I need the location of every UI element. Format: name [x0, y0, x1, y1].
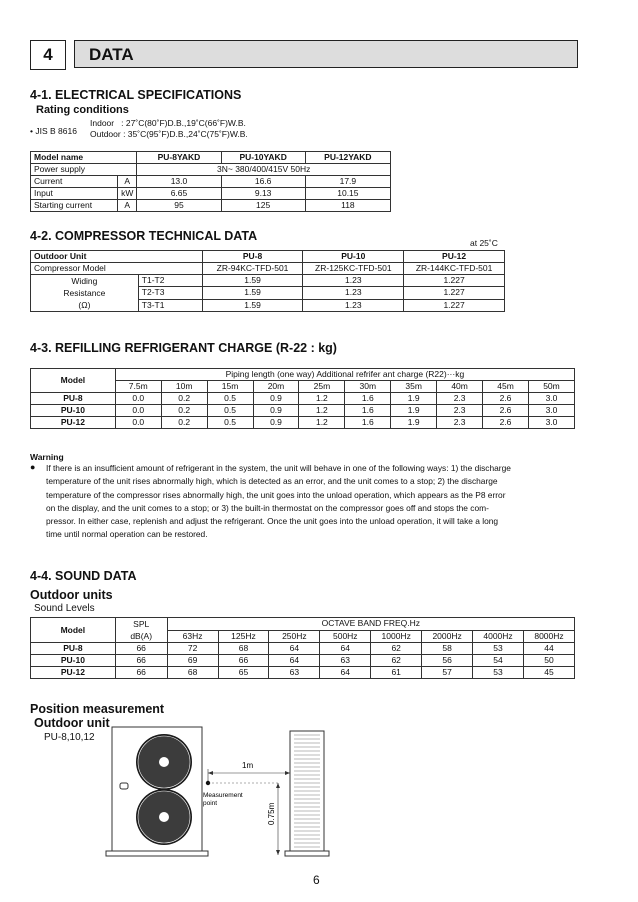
cell: 1.227 — [404, 287, 505, 299]
table-row — [31, 393, 575, 405]
sound-levels-label: Sound Levels — [34, 603, 95, 614]
freq-header: 2000Hz — [422, 630, 473, 643]
row-label: PU-10 — [31, 655, 116, 667]
unit: A — [118, 200, 137, 212]
cell: 10.15 — [305, 188, 390, 200]
cell: 1.227 — [404, 299, 505, 311]
cell: 0.5 — [207, 393, 253, 405]
table-row — [31, 643, 575, 655]
table-header: PU-8 — [202, 251, 303, 263]
table-row — [31, 275, 505, 287]
cell: 66 — [218, 655, 269, 667]
page-number: 6 — [313, 873, 320, 887]
spl-header: SPL dB(A) — [115, 618, 167, 643]
cell: 58 — [422, 643, 473, 655]
cell: 66 — [115, 655, 167, 667]
cell: 53 — [473, 667, 524, 679]
table-header: PU-12YAKD — [305, 152, 390, 164]
length-header: 50m — [528, 381, 574, 393]
length-header: 30m — [345, 381, 391, 393]
unit: A — [118, 176, 137, 188]
row-label: T3-T1 — [138, 299, 202, 311]
row-label: Current — [31, 176, 118, 188]
freq-header: 1000Hz — [371, 630, 422, 643]
cell: 0.5 — [207, 417, 253, 429]
sound-title: 4-4. SOUND DATA — [30, 569, 137, 583]
measurement-point-label: point — [203, 800, 218, 807]
table-header: Outdoor Unit — [31, 251, 203, 263]
cell: 2.6 — [483, 417, 529, 429]
cell: 95 — [137, 200, 221, 212]
position-subtitle: Outdoor unit — [34, 716, 110, 730]
rating-conditions: Rating conditions — [36, 104, 129, 116]
comp-temp: at 25˚C — [470, 238, 498, 248]
warning-bullet: ● — [30, 462, 36, 472]
warning-title: Warning — [30, 452, 64, 462]
octave-header: OCTAVE BAND FREQ.Hz — [167, 618, 574, 631]
cell: 0.2 — [161, 417, 207, 429]
row-label: T1-T2 — [138, 275, 202, 287]
comp-title: 4-2. COMPRESSOR TECHNICAL DATA — [30, 229, 258, 243]
cell: 1.23 — [303, 299, 404, 311]
jis-label: • JIS B 8616 — [30, 126, 77, 136]
cell: 54 — [473, 655, 524, 667]
row-label: Starting current — [31, 200, 118, 212]
table-row — [31, 200, 391, 212]
table-row — [31, 655, 575, 667]
table-header: PU-8YAKD — [137, 152, 221, 164]
cell: 1.2 — [299, 393, 345, 405]
position-title: Position measurement — [30, 702, 165, 716]
cell: 44 — [524, 643, 575, 655]
cell: 16.6 — [221, 176, 305, 188]
table-row — [31, 188, 391, 200]
table-header: PU-10 — [303, 251, 404, 263]
row-label: PU-12 — [31, 417, 116, 429]
cell: 1.6 — [345, 393, 391, 405]
cell: 3.0 — [528, 405, 574, 417]
warning-text: If there is an insufficient amount of refrigerant in the system, the unit will behave in one of the following ways: 1) the discharge temperature of the unit rises abnormally high, which is detected as an error, and the unit comes to a stop; 2) the discharge temperature of the compressor rises abnormally high, the unit goes into the unload operation, which appears as the P8 error on the display, and the unit comes to a stop; or 3) the built-in thermostat on the compressor goes off and stops the com- pressor. In either case, replenish and adjust the refrigerant. Once the unit goes into the unload operation, it will take a long time until normal operation can be restored. — [46, 463, 511, 540]
cell: 72 — [167, 643, 218, 655]
cell: 62 — [371, 655, 422, 667]
length-header: 35m — [391, 381, 437, 393]
cell: 66 — [115, 643, 167, 655]
position-diagram — [100, 725, 420, 860]
resistance-label: Widing Resistance (Ω) — [31, 275, 139, 312]
cell: 1.9 — [391, 417, 437, 429]
table-header: Model name — [31, 152, 137, 164]
electrical-table — [30, 151, 391, 212]
freq-header: 4000Hz — [473, 630, 524, 643]
position-models: PU-8,10,12 — [44, 732, 95, 743]
cell: 17.9 — [305, 176, 390, 188]
cell: 0.9 — [253, 417, 299, 429]
unit: kW — [118, 188, 137, 200]
cell: 0.5 — [207, 405, 253, 417]
refill-title: 4-3. REFILLING REFRIGERANT CHARGE (R-22 : kg) — [30, 341, 337, 355]
cell: 1.6 — [345, 405, 391, 417]
table-header: Piping length (one way) Additional refrifer ant charge (R22)···kg — [115, 369, 574, 381]
row-label: PU-8 — [31, 393, 116, 405]
freq-header: 63Hz — [167, 630, 218, 643]
table-header: Model — [31, 618, 116, 643]
cell: 6.65 — [137, 188, 221, 200]
elec-title: 4-1. ELECTRICAL SPECIFICATIONS — [30, 88, 242, 102]
cell: 56 — [422, 655, 473, 667]
cell: 69 — [167, 655, 218, 667]
cell: 2.3 — [437, 417, 483, 429]
cell: ZR-144KC-TFD-501 — [404, 263, 505, 275]
cell: 64 — [320, 643, 371, 655]
cell: ZR-94KC-TFD-501 — [202, 263, 303, 275]
freq-header: 250Hz — [269, 630, 320, 643]
cell: 0.0 — [115, 405, 161, 417]
table-row — [31, 176, 391, 188]
cell: 2.6 — [483, 405, 529, 417]
length-header: 7.5m — [115, 381, 161, 393]
cell: 125 — [221, 200, 305, 212]
height-label: 0.75m — [267, 802, 276, 825]
cell: 2.6 — [483, 393, 529, 405]
cell: 0.9 — [253, 393, 299, 405]
cell: 68 — [167, 667, 218, 679]
table-row — [31, 405, 575, 417]
cell: 1.23 — [303, 275, 404, 287]
cell: 2.3 — [437, 405, 483, 417]
row-label: Compressor Model — [31, 263, 203, 275]
freq-header: 125Hz — [218, 630, 269, 643]
cell: 118 — [305, 200, 390, 212]
cell: 1.59 — [202, 299, 303, 311]
cell: 1.9 — [391, 393, 437, 405]
cell: 68 — [218, 643, 269, 655]
row-label: Power supply — [31, 164, 137, 176]
cell: 2.3 — [437, 393, 483, 405]
length-header: 45m — [483, 381, 529, 393]
cell: 57 — [422, 667, 473, 679]
section-number: 4 — [30, 40, 66, 70]
length-header: 20m — [253, 381, 299, 393]
freq-header: 500Hz — [320, 630, 371, 643]
cell: 1.9 — [391, 405, 437, 417]
cell: 3.0 — [528, 393, 574, 405]
length-header: 10m — [161, 381, 207, 393]
cell: 64 — [269, 655, 320, 667]
cell: ZR-125KC-TFD-501 — [303, 263, 404, 275]
outdoor-unit-side-drawing — [285, 731, 329, 856]
cell: 63 — [320, 655, 371, 667]
row-label: Input — [31, 188, 118, 200]
cell: 64 — [269, 643, 320, 655]
outdoor-condition: Outdoor : 35˚C(95˚F)D.B.,24˚C(75˚F)W.B. — [90, 129, 248, 139]
cell: 0.9 — [253, 405, 299, 417]
indoor-condition: Indoor : 27˚C(80˚F)D.B.,19˚C(66˚F)W.B. — [90, 118, 246, 128]
row-label: T2-T3 — [138, 287, 202, 299]
cell: 0.2 — [161, 393, 207, 405]
cell: 66 — [115, 667, 167, 679]
table-row — [31, 667, 575, 679]
refill-table — [30, 368, 575, 429]
length-header: 15m — [207, 381, 253, 393]
freq-header: 8000Hz — [524, 630, 575, 643]
table-row — [31, 417, 575, 429]
cell: 45 — [524, 667, 575, 679]
cell: 1.59 — [202, 287, 303, 299]
power-supply-value: 3N~ 380/400/415V 50Hz — [137, 164, 391, 176]
cell: 1.227 — [404, 275, 505, 287]
cell: 1.2 — [299, 405, 345, 417]
cell: 61 — [371, 667, 422, 679]
measurement-point-label: Measurement — [203, 792, 243, 799]
length-header: 40m — [437, 381, 483, 393]
cell: 3.0 — [528, 417, 574, 429]
length-header: 25m — [299, 381, 345, 393]
cell: 9.13 — [221, 188, 305, 200]
cell: 1.23 — [303, 287, 404, 299]
cell: 65 — [218, 667, 269, 679]
cell: 63 — [269, 667, 320, 679]
section-title: DATA — [74, 40, 578, 68]
cell: 50 — [524, 655, 575, 667]
cell: 53 — [473, 643, 524, 655]
cell: 0.0 — [115, 417, 161, 429]
compressor-table — [30, 250, 505, 312]
outdoor-unit-front-drawing — [106, 727, 208, 856]
table-header: PU-10YAKD — [221, 152, 305, 164]
row-label: PU-8 — [31, 643, 116, 655]
distance-label: 1m — [242, 761, 254, 770]
table-header: Model — [31, 369, 116, 393]
table-header: PU-12 — [404, 251, 505, 263]
sound-table — [30, 617, 575, 679]
row-label: PU-12 — [31, 667, 116, 679]
cell: 62 — [371, 643, 422, 655]
outdoor-units-title: Outdoor units — [30, 588, 113, 602]
cell: 0.0 — [115, 393, 161, 405]
cell: 1.6 — [345, 417, 391, 429]
cell: 1.59 — [202, 275, 303, 287]
cell: 64 — [320, 667, 371, 679]
cell: 1.2 — [299, 417, 345, 429]
cell: 0.2 — [161, 405, 207, 417]
row-label: PU-10 — [31, 405, 116, 417]
cell: 13.0 — [137, 176, 221, 188]
